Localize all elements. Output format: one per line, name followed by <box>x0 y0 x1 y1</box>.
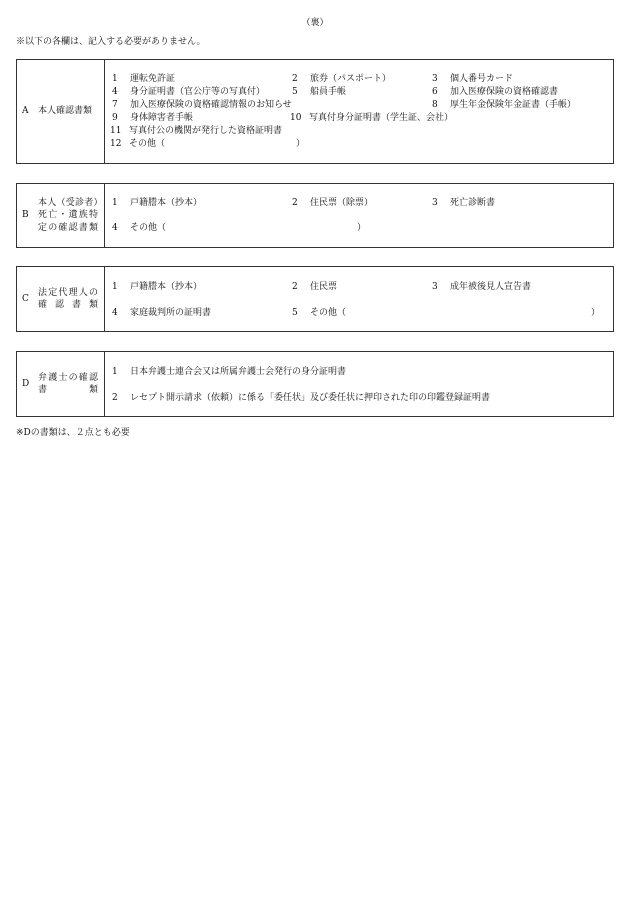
list-item: 1 運転免許証 <box>112 74 176 84</box>
page-side-label: （裏） <box>301 18 329 28</box>
list-item: 6 加入医療保険の資格確認書 <box>432 87 559 97</box>
section-d-letter: D <box>22 378 30 389</box>
section-c-label <box>17 267 105 331</box>
list-item: 10 写真付身分証明書（学生証、会社） <box>290 113 454 123</box>
section-d-title: 弁護士の確認書類 <box>38 372 98 395</box>
section-d-items <box>105 352 613 416</box>
list-item: 2 住民票 <box>292 282 338 292</box>
section-d-label <box>17 352 105 416</box>
section-b-death-documents <box>16 183 614 248</box>
section-a-letter: A <box>22 106 29 116</box>
section-b-title: 本人（受診者）死亡・遺族特定の確認書類 <box>38 197 98 233</box>
list-item: 4 身分証明書（官公庁等の写真付） <box>112 87 266 97</box>
top-note: ※以下の各欄は、記入する必要がありません。 <box>16 37 206 47</box>
section-a-items <box>105 60 613 163</box>
list-item: 11 写真付公の機関が発行した資格証明書 <box>110 126 283 136</box>
list-item: 1 戸籍謄本（抄本） <box>112 198 203 208</box>
list-item: 5 船員手帳 <box>292 87 347 97</box>
section-c-legal-representative-documents <box>16 266 614 332</box>
list-item: 8 厚生年金保険年金証書（手帳） <box>432 100 577 110</box>
list-item: 4 家庭裁判所の証明書 <box>112 308 212 318</box>
section-b-label <box>17 184 105 247</box>
section-b-letter: B <box>22 210 29 220</box>
bottom-note: ※Dの書類は、２点とも必要 <box>16 428 130 438</box>
list-item: 7 加入医療保険の資格確認情報のお知らせ <box>112 100 292 110</box>
list-item: 3 成年被後見人宣告書 <box>432 282 532 292</box>
section-a-title: 本人確認書類 <box>38 106 93 117</box>
list-item: 3 死亡診断書 <box>432 198 496 208</box>
section-c-title: 法定代理人の確認書類 <box>38 287 98 310</box>
section-b-close-paren: ） <box>357 223 367 233</box>
list-item: 2 レセプト開示請求（依頼）に係る「委任状」及び委任状に押印された印の印鑑登録証明書 <box>112 393 491 403</box>
section-a-close-paren: ） <box>296 139 306 149</box>
section-c-close-paren: ） <box>591 308 601 318</box>
list-item: 2 旅券（パスポート） <box>292 74 392 84</box>
list-item: 2 住民票（除票） <box>292 198 374 208</box>
list-item: 3 個人番号カード <box>432 74 514 84</box>
section-b-items <box>105 184 613 247</box>
section-a-identity-documents <box>16 59 614 164</box>
section-d-attorney-documents <box>16 351 614 417</box>
section-c-items <box>105 267 613 331</box>
section-c-letter: C <box>22 293 29 304</box>
list-item: 4 その他（ <box>112 223 167 233</box>
list-item: 12 その他（ <box>110 139 166 149</box>
list-item: 1 日本弁護士連合会又は所属弁護士会発行の身分証明書 <box>112 367 347 377</box>
list-item: 1 戸籍謄本（抄本） <box>112 282 203 292</box>
list-item: 9 身体障害者手帳 <box>112 113 194 123</box>
section-a-label <box>17 60 105 163</box>
list-item: 5 その他（ <box>292 308 347 318</box>
